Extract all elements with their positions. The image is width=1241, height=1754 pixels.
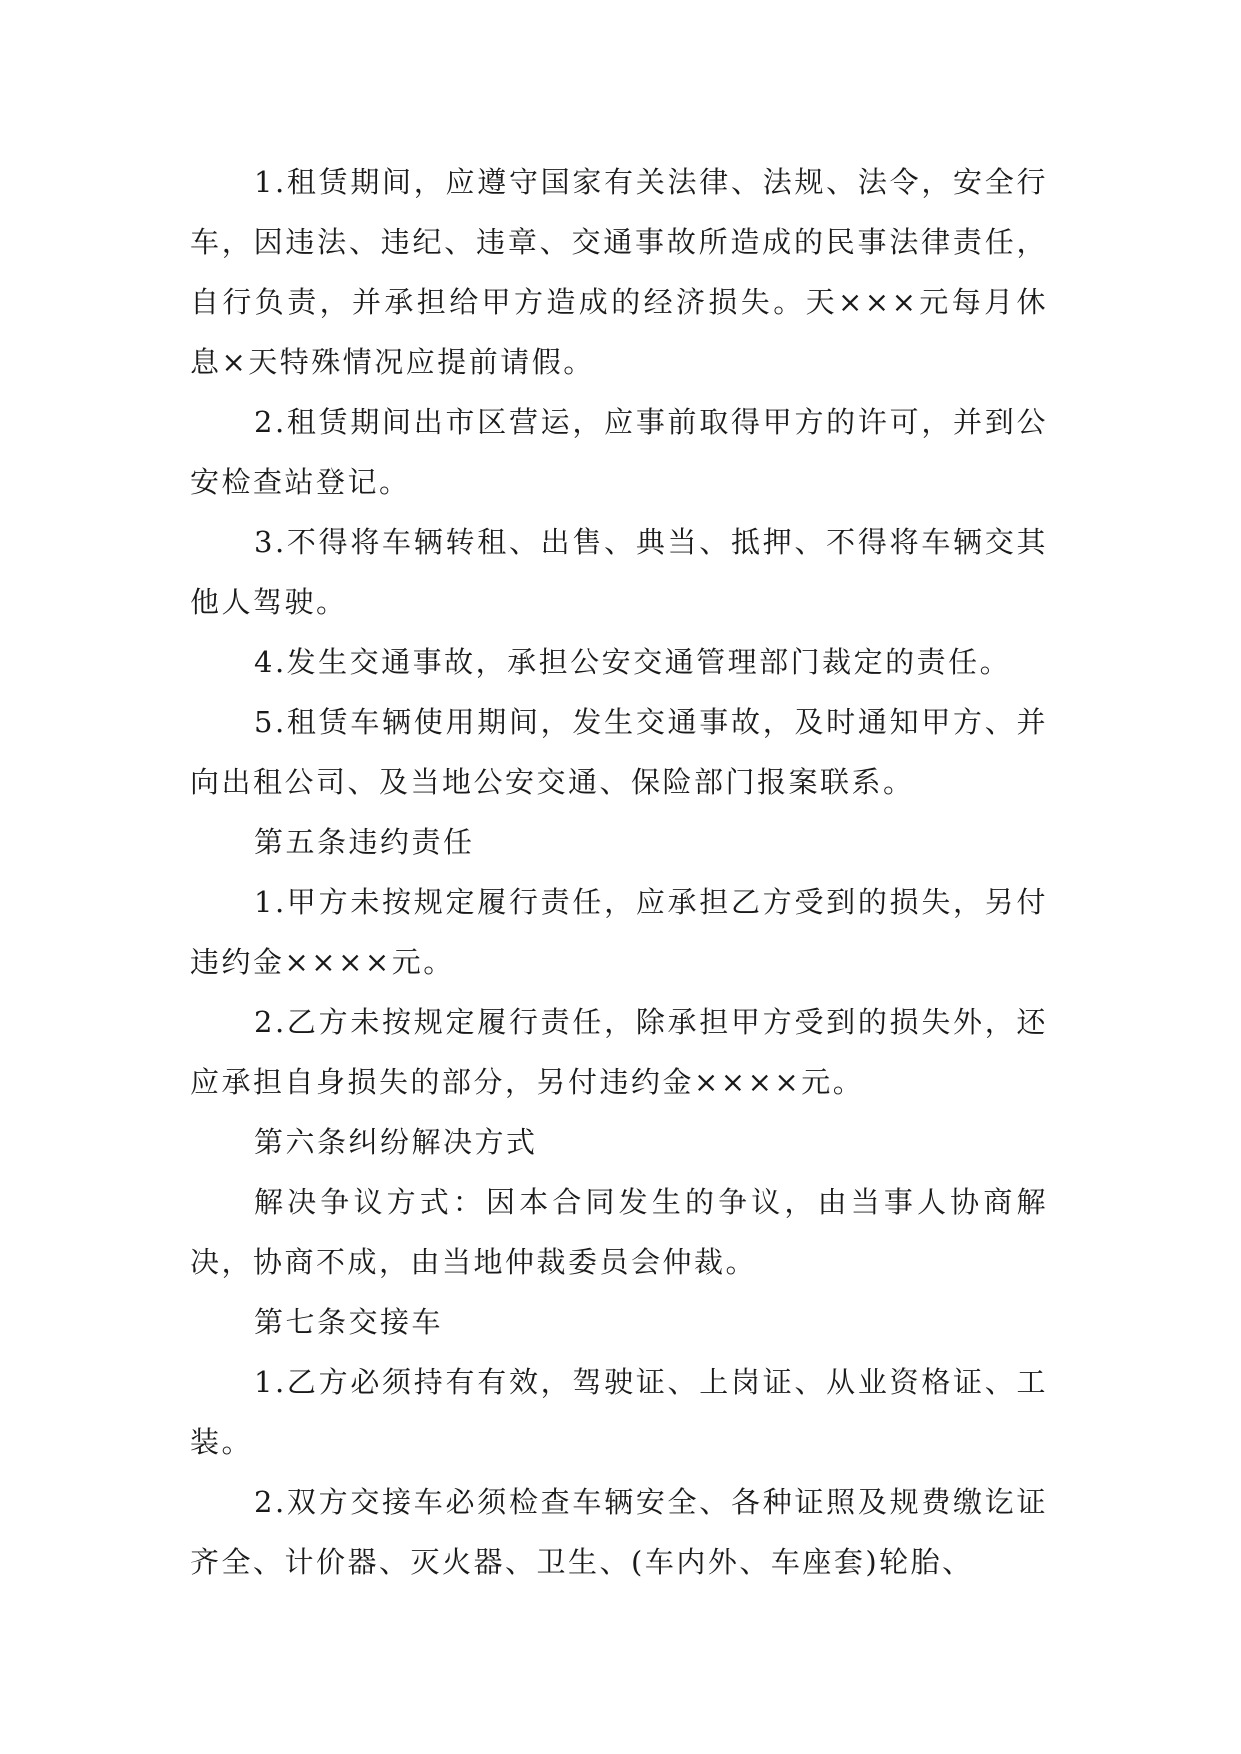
paragraph: 2.双方交接车必须检查车辆安全、各种证照及规费缴讫证齐全、计价器、灭火器、卫生、(车内外、车座套)轮胎、 — [190, 1485, 1048, 1579]
paragraph: 3.不得将车辆转租、出售、典当、抵押、不得将车辆交其他人驾驶。 — [190, 525, 1048, 619]
section-heading: 第七条交接车 — [254, 1305, 444, 1339]
document-body — [190, 152, 1048, 1592]
paragraph: 4.发生交通事故，承担公安交通管理部门裁定的责任。 — [254, 645, 1012, 679]
section-heading: 第五条违约责任 — [254, 825, 475, 859]
paragraph: 解决争议方式：因本合同发生的争议，由当事人协商解决，协商不成，由当地仲裁委员会仲裁。 — [190, 1185, 1048, 1279]
paragraph: 1.租赁期间，应遵守国家有关法律、法规、法令，安全行车，因违法、违纪、违章、交通事故所造成的民事法律责任，自行负责，并承担给甲方造成的经济损失。天×××元每月休息×天特殊情况应提前请假。 — [190, 165, 1048, 379]
paragraph: 1.甲方未按规定履行责任，应承担乙方受到的损失，另付违约金××××元。 — [190, 885, 1048, 979]
paragraph: 2.租赁期间出市区营运，应事前取得甲方的许可，并到公安检查站登记。 — [190, 405, 1048, 499]
paragraph: 1.乙方必须持有有效，驾驶证、上岗证、从业资格证、工装。 — [190, 1365, 1048, 1459]
paragraph: 5.租赁车辆使用期间，发生交通事故，及时通知甲方、并向出租公司、及当地公安交通、保险部门报案联系。 — [190, 705, 1048, 799]
section-heading: 第六条纠纷解决方式 — [254, 1125, 538, 1159]
paragraph: 2.乙方未按规定履行责任，除承担甲方受到的损失外，还应承担自身损失的部分，另付违约金××××元。 — [190, 1005, 1048, 1099]
